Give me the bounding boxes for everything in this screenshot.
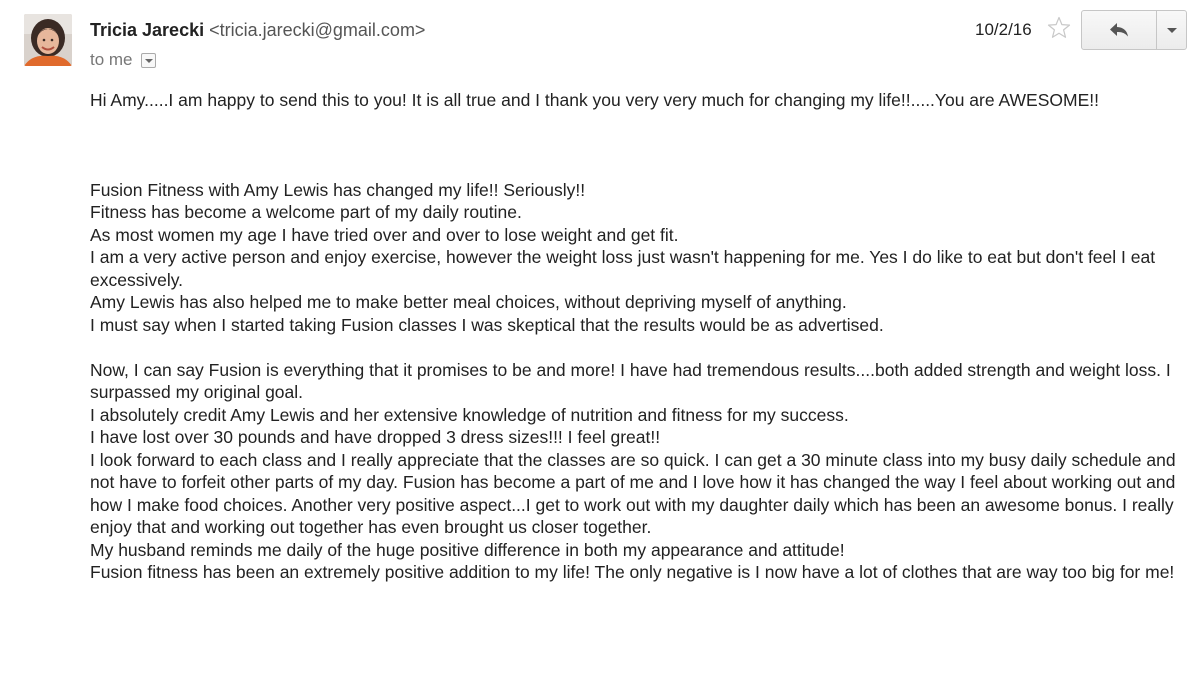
body-line: Fitness has become a welcome part of my daily routine. [90,202,522,222]
more-options-button[interactable] [1157,11,1186,49]
star-icon[interactable] [1046,15,1072,41]
sender-avatar[interactable] [24,14,72,66]
sender-email: <tricia.jarecki@gmail.com> [209,20,426,40]
body-line: Now, I can say Fusion is everything that it promises to be and more! I have had tremendous results....both added strength and weight loss. I surpassed my original goal. [90,359,1171,402]
chevron-down-icon[interactable] [141,53,156,68]
body-line: My husband reminds me daily of the huge positive difference in both my appearance and attitude! [90,539,845,560]
reply-button-group [1081,10,1187,50]
greeting-text: Hi Amy.....I am happy to send this to you! It is all true and I thank you very very much for changing my life!!.....You are AWESOME!! [90,90,1099,110]
body-line: Fusion Fitness with Amy Lewis has changed my life!! Seriously!! [90,179,586,200]
recipient-line [90,49,156,71]
body-line: I am a very active person and enjoy exercise, however the weight loss just wasn't happening for me. Yes I do like to eat but don't feel I eat excessively. [90,247,1156,290]
body-line: I look forward to each class and I really appreciate that the classes are so quick. I can get a 30 minute class into my busy daily schedule and not have to forfeit other parts of my day. Fusion has become a part of me and I love how it has changed the way I feel about working out and how I make food choices. Another very positive aspect...I get to work out with my daughter daily which has been an awesome bonus. I really enjoy that and working out together has even brought us closer together. [90,449,1176,537]
message-body [90,89,1180,584]
sender-name[interactable]: Tricia Jarecki [90,20,205,40]
avatar-photo [24,14,72,66]
reply-button[interactable] [1082,11,1157,49]
reply-arrow-icon [1108,22,1130,38]
sender-line [90,18,425,42]
recipient-label: to me [90,50,133,69]
body-line: Fusion fitness has been an extremely positive addition to my life! The only negative is I now have a lot of clothes that are way too big for me! [90,562,1175,582]
message-date: 10/2/16 [975,20,1032,39]
caret-down-icon [1167,28,1177,33]
body-line: As most women my age I have tried over and over to lose weight and get fit. [90,224,679,245]
body-line: I must say when I started taking Fusion classes I was skeptical that the results would be as advertised. [90,314,884,335]
body-line: I have lost over 30 pounds and have dropped 3 dress sizes!!! I feel great!! [90,427,661,447]
body-line: Amy Lewis has also helped me to make better meal choices, without depriving myself of anything. [90,292,847,312]
body-line: I absolutely credit Amy Lewis and her extensive knowledge of nutrition and fitness for my success. [90,404,849,425]
